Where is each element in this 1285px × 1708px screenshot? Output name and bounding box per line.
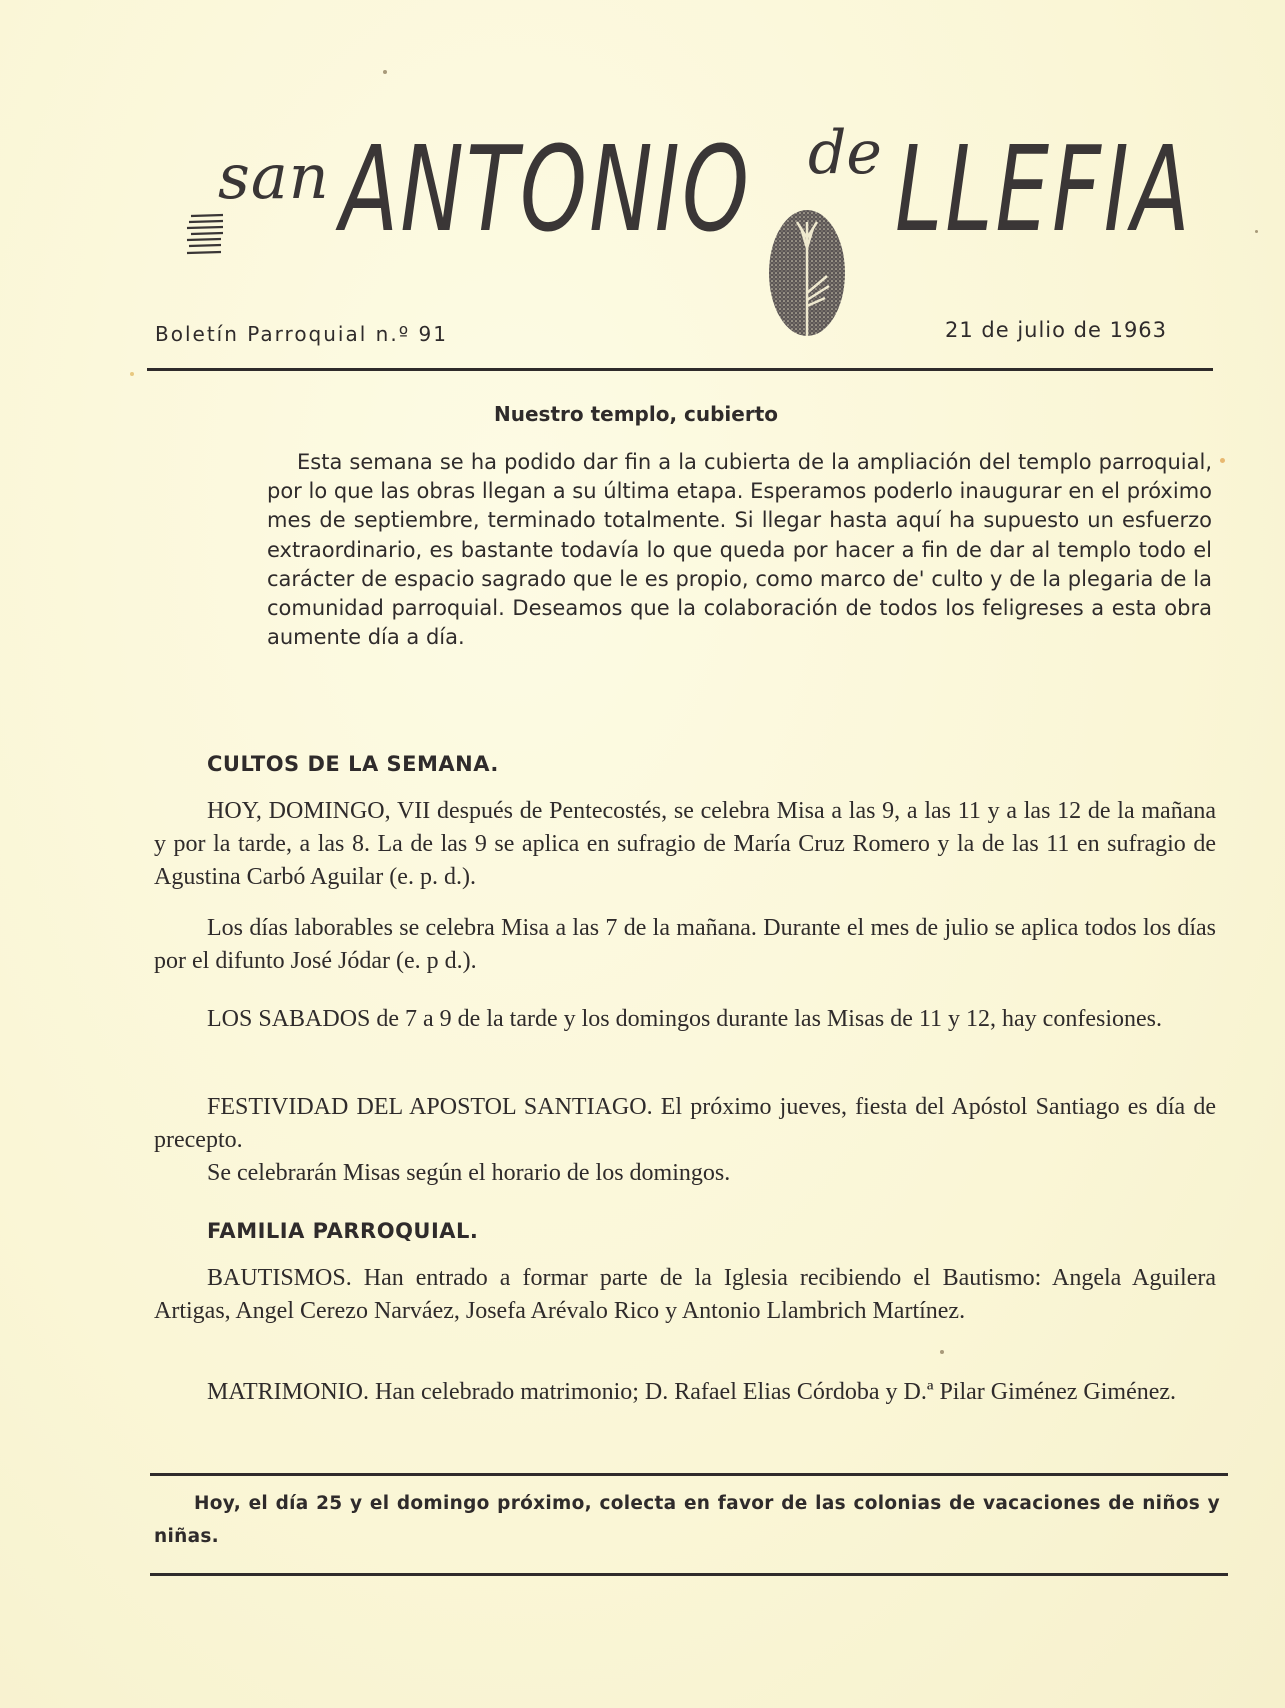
notice-bottom-divider [150, 1573, 1228, 1576]
familia-paragraph-marriage: MATRIMONIO. Han celebrado matrimonio; D. Rafael Elias Córdoba y D.ª Pilar Giménez Giménez. [207, 1379, 1177, 1405]
paper-speck [1255, 230, 1258, 233]
issue-date: 21 de julio de 1963 [945, 318, 1168, 342]
bulletin-number: Boletín Parroquial n.º 91 [155, 322, 448, 346]
title-llefia: LLEFIA [895, 120, 1193, 258]
masthead [150, 100, 1230, 340]
paper-speck [130, 372, 134, 376]
section-heading-cultos: CULTOS DE LA SEMANA. [207, 752, 499, 776]
section-heading-familia: FAMILIA PARROQUIAL. [207, 1219, 479, 1243]
title-de: de [808, 118, 882, 188]
cultos-paragraph-santiago: FESTIVIDAD DEL APOSTOL SANTIAGO. El próximo jueves, fiesta del Apóstol Santiago es día de precepto. [154, 1094, 1216, 1153]
familia-paragraph-baptisms: BAUTISMOS. Han entrado a formar parte de la Iglesia recibiendo el Bautismo: Angela Aguilera Artigas, Angel Cerezo Narváez, Josefa Arévalo Rico y Antonio Llambrich Martínez. [154, 1265, 1216, 1324]
title-san: san [218, 140, 330, 213]
cultos-paragraph-confessions: LOS SABADOS de 7 a 9 de la tarde y los domingos durante las Misas de 11 y 12, hay confesiones. [207, 1006, 1162, 1032]
cultos-paragraph-schedule: Se celebrarán Misas según el horario de los domingos. [207, 1160, 731, 1186]
title-antonio: ANTONIO [340, 120, 752, 258]
header-divider [147, 368, 1213, 371]
tree-seal-icon [767, 208, 847, 338]
article-title: Nuestro templo, cubierto [494, 402, 779, 426]
cultos-paragraph-sunday: HOY, DOMINGO, VII después de Pentecostés, se celebra Misa a las 9, a las 11 y a las 12 de la mañana y por la tarde, a las 8. La de las 9 se aplica en sufragio de María Cruz Romero y la de las 11 en sufragio de Agustina Carbó Aguilar (e. p. d.). [154, 798, 1216, 890]
collection-notice: Hoy, el día 25 y el domingo próximo, colecta en favor de las colonias de vacaciones de niños y niñas. [154, 1493, 1220, 1547]
notice-top-divider [150, 1473, 1228, 1476]
cultos-paragraph-weekdays: Los días laborables se celebra Misa a las 7 de la mañana. Durante el mes de julio se aplica todos los días por el difunto José Jódar (e. p d.). [154, 915, 1216, 974]
paper-speck [1220, 458, 1225, 463]
paper-speck [940, 1350, 944, 1354]
paper-speck [383, 70, 387, 74]
decorative-stripes-icon [185, 212, 225, 260]
article-body: Esta semana se ha podido dar fin a la cubierta de la ampliación del templo parroquial, por lo que las obras llegan a su última etapa. Esperamos poderlo inaugurar en el próximo mes de septiembre, terminado totalmente. Si llegar hasta aquí ha supuesto un esfuerzo extraordinario, es bastante todavía lo que queda por hacer a fin de dar al templo todo el carácter de espacio sagrado que le es propio, como marco de' culto y de la plegaria de la comunidad parroquial. Deseamos que la colaboración de todos los feligreses a esta obra aumente día a día. [267, 450, 1212, 650]
